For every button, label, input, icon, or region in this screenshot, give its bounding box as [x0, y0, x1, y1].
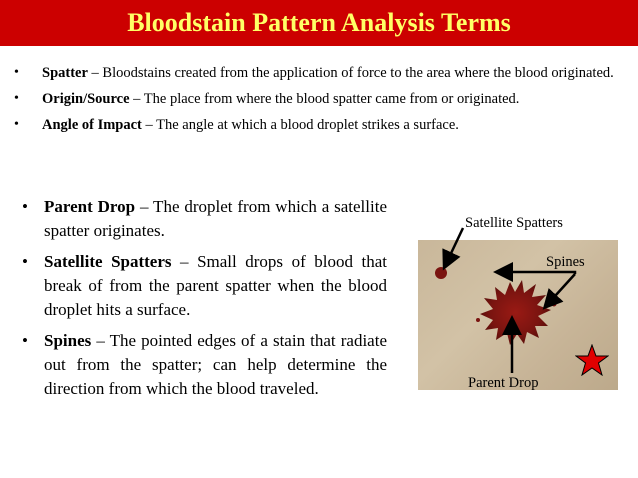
parent-drop-shape	[480, 280, 551, 345]
term-definition: – The pointed edges of a stain that radiate out from the spatter; can help determine the direction from which the blood traveled.	[44, 331, 387, 398]
term-definition: – The droplet from which a satellite spatter originates.	[44, 197, 387, 240]
list-item	[22, 195, 387, 243]
list-item	[14, 63, 624, 83]
page-title: Bloodstain Pattern Analysis Terms	[127, 8, 511, 37]
term-label: Angle of Impact	[42, 117, 142, 133]
term-label: Origin/Source	[42, 91, 130, 107]
term-definition: – The place from where the blood spatter came from or originated.	[129, 91, 520, 107]
bullet-icon: •	[14, 117, 19, 132]
term-label: Spatter	[42, 65, 88, 81]
bullet-icon: •	[14, 91, 19, 106]
satellite-spatters-label: Satellite Spatters	[465, 215, 563, 231]
term-definition: – Small drops of blood that break of from the parent spatter when the blood droplet hits a surface.	[44, 252, 387, 319]
term-label: Spines	[44, 331, 92, 350]
bullet-icon: •	[22, 197, 28, 216]
term-label: Parent Drop	[44, 197, 136, 216]
list-item	[14, 115, 624, 135]
list-item	[14, 89, 624, 109]
spine-droplet-shape	[476, 318, 480, 322]
list-item	[22, 250, 387, 322]
satellite-drop-shape	[435, 267, 447, 279]
parent-drop-label: Parent Drop	[468, 375, 539, 391]
bullet-icon: •	[14, 65, 19, 80]
term-definition: – The angle at which a blood droplet strikes a surface.	[141, 117, 459, 133]
top-term-list	[14, 63, 624, 141]
spines-label: Spines	[546, 254, 585, 270]
term-label: Satellite Spatters	[44, 252, 172, 271]
spine-droplet-shape	[552, 302, 557, 307]
bottom-term-list	[22, 195, 387, 408]
bullet-icon: •	[22, 331, 28, 350]
list-item	[22, 329, 387, 401]
title-bar	[0, 0, 638, 46]
term-definition: – Bloodstains created from the application of force to the area where the blood originated.	[87, 65, 614, 81]
star-icon	[575, 344, 609, 376]
bullet-icon: •	[22, 252, 28, 271]
